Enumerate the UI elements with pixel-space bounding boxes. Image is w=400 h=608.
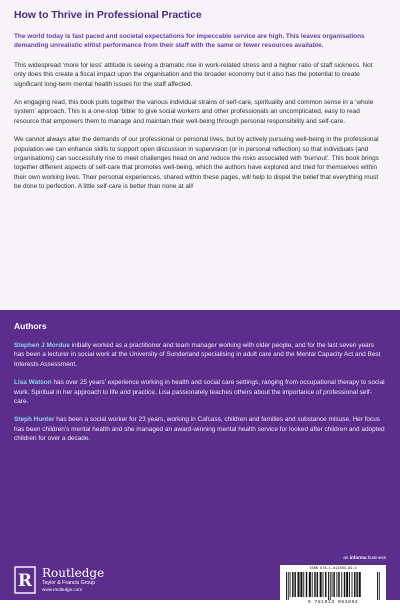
- barcode-bar: [292, 572, 293, 597]
- informa-tagline: an informa business: [343, 555, 386, 560]
- authors-panel: [0, 310, 400, 605]
- author-name: Steph Hunter: [14, 416, 55, 424]
- barcode-number: 9 781913 063894: [307, 600, 359, 605]
- informa-brand: informa: [349, 555, 367, 560]
- author-name: Lisa Watson: [14, 379, 52, 387]
- barcode-bar: [341, 572, 342, 597]
- barcode-bar: [359, 572, 361, 597]
- barcode-bar: [320, 572, 322, 597]
- barcode-bar: [317, 572, 318, 597]
- barcode-bar: [349, 572, 350, 597]
- barcode-bar: [346, 572, 348, 597]
- barcode-bar: [303, 572, 304, 597]
- barcode-bar: [352, 572, 353, 597]
- barcode-bars-icon: [283, 572, 383, 600]
- barcode-bar: [312, 572, 313, 597]
- author-bio: [14, 415, 386, 443]
- publisher-url: www.routledge.com: [42, 587, 83, 592]
- body-paragraph: An engaging read, this book pulls together the various individual strains of self-care, spirituality and common sense in a ‘whole system’ approach. This is a one-stop ‘bible’ to give social workers and other professionals an uncomplicated, easy to read resource that empowers them to manage and maintain their well-being through personal responsibility and self-care.: [14, 99, 374, 125]
- barcode-bar: [330, 572, 331, 600]
- barcode-bar: [379, 572, 380, 600]
- publisher-block: [14, 566, 104, 594]
- isbn-label: ISBN 978-1-913063-89-4: [309, 567, 357, 571]
- logo-letter: R: [17, 571, 33, 591]
- barcode-bar: [344, 572, 345, 597]
- author-bio-text: initially worked as a practitioner and team manager working with older people, and for the last seven years has been a lecturer in social work at the University of Sunderland specialising in adult care and the Mental Capacity Act and Best Interests Assessment.: [14, 342, 381, 368]
- barcode-bar: [286, 572, 287, 600]
- barcode-bar: [328, 572, 329, 600]
- publisher-name: Routledge: [42, 566, 105, 580]
- body-paragraph: This widespread ‘more for less’ attitude is seeing a dramatic rise in work-related stress and a higher ratio of staff sickness. Not only does this create a fiscal impact upon the organisation and the broader economy but it also has the potential to create significant long-term mental health issues for the staff affected.: [14, 61, 373, 88]
- author-bio-text: has been a social worker for 23 years, working in Cafcass, children and families and substance misuse. Her focus has been children’s mental health and she managed an award-winning mental health service for looked after children and adopted children for over a decade.: [14, 416, 385, 443]
- book-title: How to Thrive in Professional Practice: [14, 9, 202, 21]
- author-bio-text: has over 25 years’ experience working in health and social care settings, ranging from occupational therapy to social work. Spiritual in her approach to life and practice, Lisa passionately teaches others about the importance of professional self-care.: [14, 379, 385, 406]
- author-name: Stephen J Mordue: [14, 342, 70, 349]
- barcode-bar: [294, 572, 295, 597]
- barcode-bar: [377, 572, 378, 600]
- barcode-bar: [314, 572, 315, 597]
- body-paragraph: We cannot always alter the demands of our professional or personal lives, but by actively pursuing well-being in the professional population we can enhance skills to support open discussion in supervision (or in personal reflection) so that individuals (and organisations) can successfully rise to meet challenges head on and reduce the risks associated with ‘burnout’. This book brings together different aspects of self-care that promotes well-being, which the authors have explored and tried for themselves within their own working lives. Their personal experiences, shared within these pages, will help to dispel the belief that everything must be done to perfection. A little self-care is better than none at all!: [14, 136, 379, 191]
- barcode-bar: [290, 572, 291, 597]
- barcode: [280, 565, 386, 608]
- barcode-bar: [309, 572, 311, 597]
- barcode-bar: [300, 572, 302, 597]
- routledge-logo-icon: [14, 566, 36, 594]
- barcode-bar: [323, 572, 324, 597]
- barcode-bar: [298, 572, 300, 597]
- authors-heading: Authors: [14, 321, 47, 331]
- barcode-bar: [325, 572, 326, 597]
- author-bio: [14, 378, 386, 406]
- barcode-bar: [333, 572, 334, 597]
- barcode-bar: [354, 572, 355, 597]
- publisher-group: Taylor & Francis Group: [42, 580, 96, 586]
- barcode-bar: [288, 572, 289, 600]
- barcode-bar: [356, 572, 357, 597]
- barcode-bar: [306, 572, 307, 597]
- barcode-bar: [332, 572, 333, 597]
- author-bio: [14, 341, 386, 369]
- lead-paragraph: The world today is fast paced and societal expectations for impeccable service are high. This leaves organisations demanding unrealistic elitist performance from their staff with the same or fewer resources available.: [14, 33, 365, 50]
- barcode-bar: [338, 572, 339, 597]
- barcode-bar: [336, 572, 337, 597]
